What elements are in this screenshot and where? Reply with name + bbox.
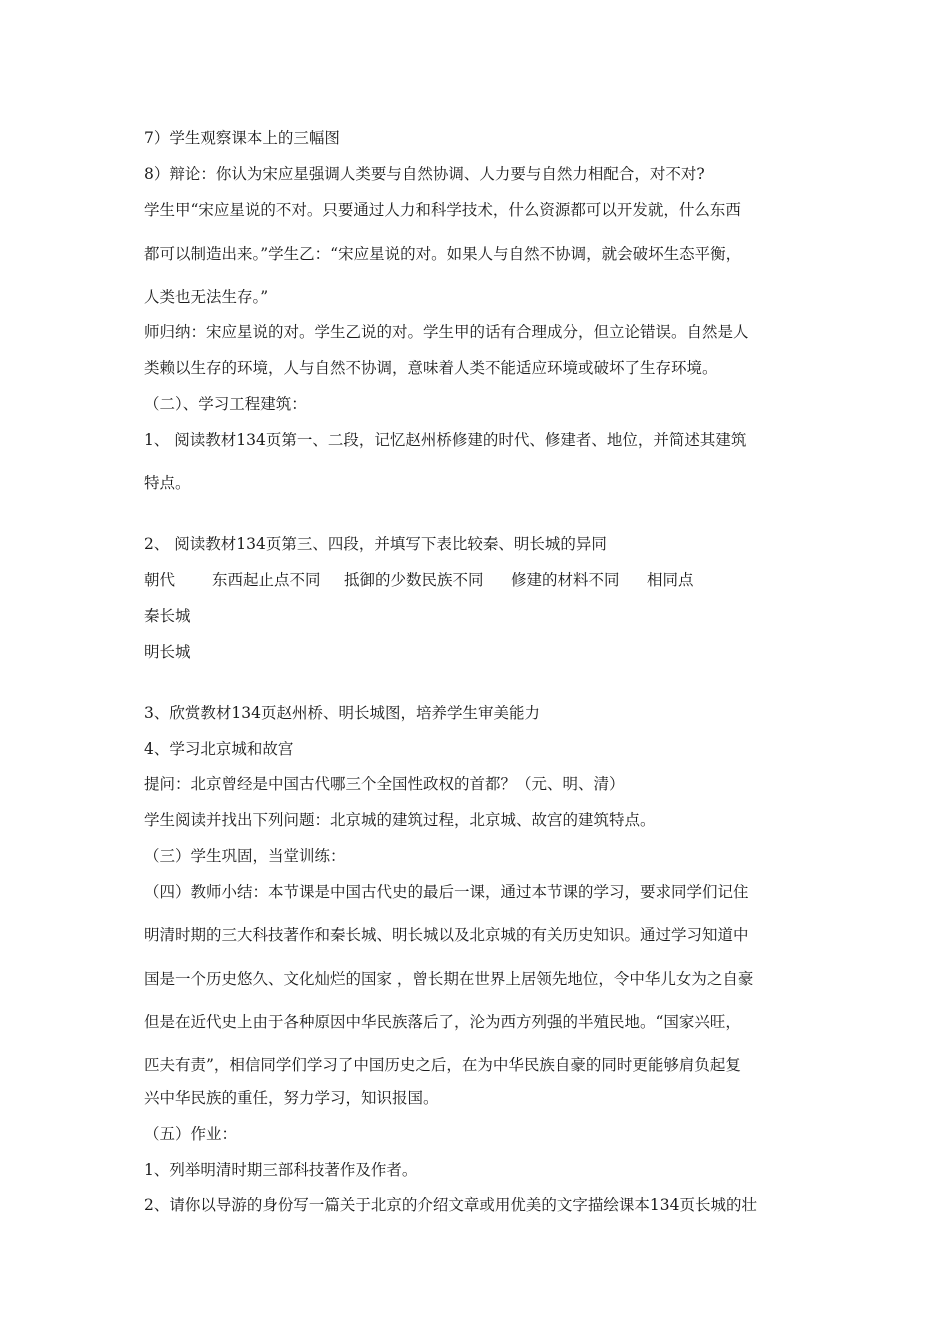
text-line: 4、学习北京城和故宫 (144, 740, 294, 758)
table-row-label: 明长城 (144, 643, 191, 661)
table-header-cell: 修建的材料不同 (511, 571, 620, 589)
text-line: 8）辩论：你认为宋应星强调人类要与自然协调、人力要与自然力相配合，对不对? (144, 165, 705, 183)
table-header-cell: 东西起止点不同 (212, 571, 321, 589)
text-line: 提问：北京曾经是中国古代哪三个全国性政权的首都？（元、明、清） (144, 775, 625, 793)
table-header-cell: 相同点 (647, 571, 694, 589)
table-header-cell: 抵御的少数民族不同 (344, 571, 484, 589)
text-line: 学生甲“宋应星说的不对。只要通过人力和科学技术，什么资源都可以开发就，什么东西 (144, 201, 741, 219)
text-line: 国是一个历史悠久、文化灿烂的国家 ，曾长期在世界上居领先地位，令中华儿女为之自豪 (144, 970, 754, 988)
text-line: 都可以制造出来。”学生乙：“宋应星说的对。如果人与自然不协调，就会破坏生态平衡， (144, 245, 742, 263)
text-line: 学生阅读并找出下列问题：北京城的建筑过程，北京城、故宫的建筑特点。 (144, 811, 656, 829)
table-row-label: 秦长城 (144, 607, 191, 625)
text-line: 兴中华民族的重任，努力学习，知识报国。 (144, 1089, 439, 1107)
text-line: 人类也无法生存。” (144, 288, 269, 306)
text-line: （四）教师小结：本节课是中国古代史的最后一课，通过本节课的学习，要求同学们记住 (144, 883, 749, 901)
text-line: 师归纳：宋应星说的对。学生乙说的对。学生甲的话有合理成分，但立论错误。自然是人 (144, 323, 749, 341)
text-line: 3、欣赏教材134页赵州桥、明长城图，培养学生审美能力 (144, 704, 540, 722)
text-line: 7）学生观察课本上的三幅图 (144, 129, 340, 147)
table-header-cell: 朝代 (144, 571, 176, 589)
text-line: 明清时期的三大科技著作和秦长城、明长城以及北京城的有关历史知识。通过学习知道中 (144, 926, 749, 944)
text-line: 1、列举明清时期三部科技著作及作者。 (144, 1161, 418, 1179)
text-line: 特点。 (144, 474, 191, 492)
text-line: 但是在近代史上由于各种原因中华民族落后了，沦为西方列强的半殖民地。“国家兴旺， (144, 1013, 741, 1031)
text-line: 2、 阅读教材134页第三、四段，并填写下表比较秦、明长城的异同 (144, 535, 607, 553)
text-line: 2、请你以导游的身份写一篇关于北京的介绍文章或用优美的文字描绘课本134页长城的壮 (144, 1196, 757, 1214)
section-heading: （三）学生巩固，当堂训练： (144, 847, 346, 865)
text-line: 匹夫有责”，相信同学们学习了中国历史之后，在为中华民族自豪的同时更能够肩负起复 (144, 1056, 741, 1074)
text-line: 1、 阅读教材134页第一、二段，记忆赵州桥修建的时代、修建者、地位，并简述其建筑 (144, 431, 747, 449)
section-heading: （二）、学习工程建筑： (144, 395, 307, 413)
text-line: 类赖以生存的环境，人与自然不协调，意味着人类不能适应环境或破坏了生存环境。 (144, 359, 718, 377)
section-heading: （五）作业： (144, 1125, 238, 1143)
